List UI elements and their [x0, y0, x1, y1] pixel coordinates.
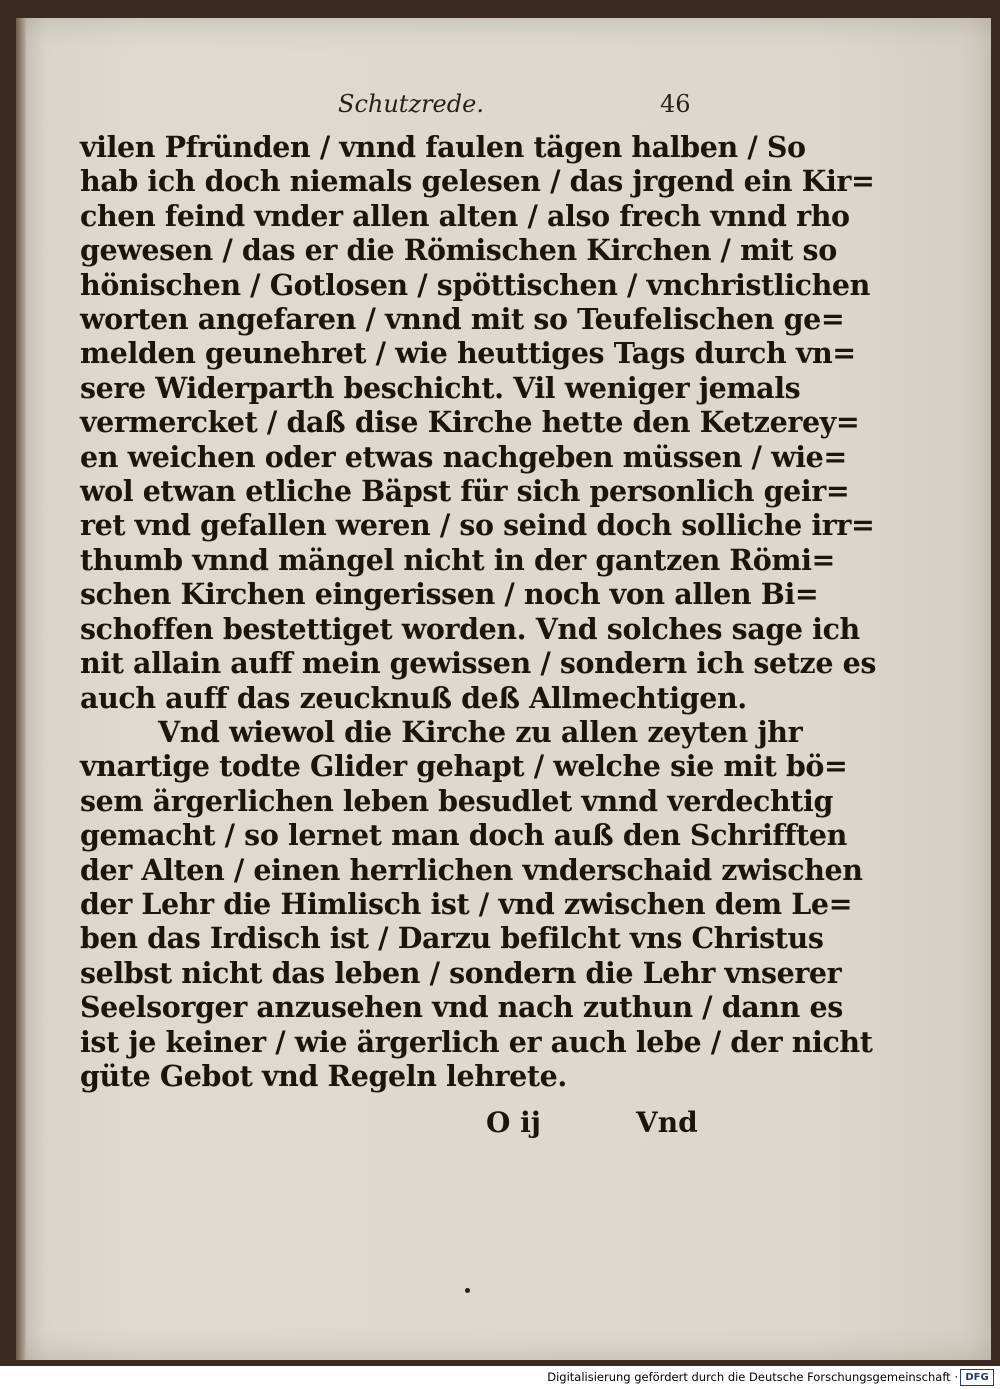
text-line: hönischen / Gotlosen / spöttischen / vnchristlichen — [80, 267, 870, 302]
text-line: gewesen / das er die Römischen Kirchen / mit so — [80, 233, 837, 268]
text-line: vermercket / daß dise Kirche hette den Ketzerey= — [80, 405, 860, 440]
page-gutter-edge — [16, 18, 26, 1360]
text-line: ben das Irdisch ist / Darzu befilcht vns Christus — [80, 921, 824, 956]
paragraph-start-line: Vnd wiewol die Kirche zu allen zeyten jhr — [158, 714, 803, 749]
text-line: güte Gebot vnd Regeln lehrete. — [80, 1058, 567, 1093]
page-footer — [16, 1106, 991, 1146]
text-line: vilen Pfründen / vnnd faulen tägen halben / So — [80, 130, 806, 164]
running-head: Schutzrede. — [338, 90, 484, 118]
text-line: schen Kirchen eingerissen / noch von allen Bi= — [80, 577, 819, 612]
text-line: sere Widerparth beschicht. Vil weniger jemals — [80, 370, 801, 405]
body-text — [80, 130, 876, 1093]
text-line: gemacht / so lernet man doch auß den Schrifften — [80, 818, 847, 853]
text-line: nit allain auff mein gewissen / sondern ich setze es — [80, 646, 876, 681]
text-line: worten angefaren / vnnd mit so Teufelischen ge= — [80, 302, 845, 337]
ink-dot — [465, 1288, 470, 1293]
text-line: der Lehr die Himlisch ist / vnd zwischen dem Le= — [80, 886, 853, 921]
text-line: chen feind vnder allen alten / also frech vnnd rho — [80, 198, 850, 233]
text-line: der Alten / einen herrlichen vnderschaid zwischen — [80, 852, 863, 887]
text-line: auch auff das zeucknuß deß Allmechtigen. — [80, 680, 747, 715]
text-line: en weichen oder etwas nachgeben müssen / wie= — [80, 439, 847, 474]
text-line: vnartige todte Glider gehapt / welche sie mit bö= — [80, 749, 848, 784]
credit-bar — [0, 1366, 1000, 1389]
text-line: hab ich doch niemals gelesen / das jrgend ein Kir= — [80, 164, 875, 199]
credit-text: Digitalisierung gefördert durch die Deutsche Forschungsgemeinschaft · — [547, 1370, 958, 1384]
text-line: ret vnd gefallen weren / so seind doch solliche irr= — [80, 508, 875, 543]
text-line: selbst nicht das leben / sondern die Lehr vnserer — [80, 955, 842, 990]
text-line: schoffen bestettiget worden. Vnd solches sage ich — [80, 611, 860, 646]
book-page — [16, 18, 991, 1360]
text-line: thumb vnnd mängel nicht in der gantzen Römi= — [80, 542, 835, 577]
page-number: 46 — [660, 90, 691, 118]
catchword: Vnd — [636, 1106, 698, 1139]
text-line: melden geunehret / wie heuttiges Tags durch vn= — [80, 336, 856, 371]
page-header — [16, 90, 991, 130]
text-line: Seelsorger anzusehen vnd nach zuthun / dann es — [80, 990, 843, 1025]
text-line: wol etwan etliche Bäpst für sich personlich geir= — [80, 474, 850, 509]
text-line: ist je keiner / wie ärgerlich er auch lebe / der nicht — [80, 1024, 873, 1059]
signature-mark: O ij — [486, 1106, 541, 1139]
text-line: sem ärgerlichen leben besudlet vnnd verdechtig — [80, 783, 833, 818]
dfg-logo-icon: DFG — [960, 1369, 994, 1386]
